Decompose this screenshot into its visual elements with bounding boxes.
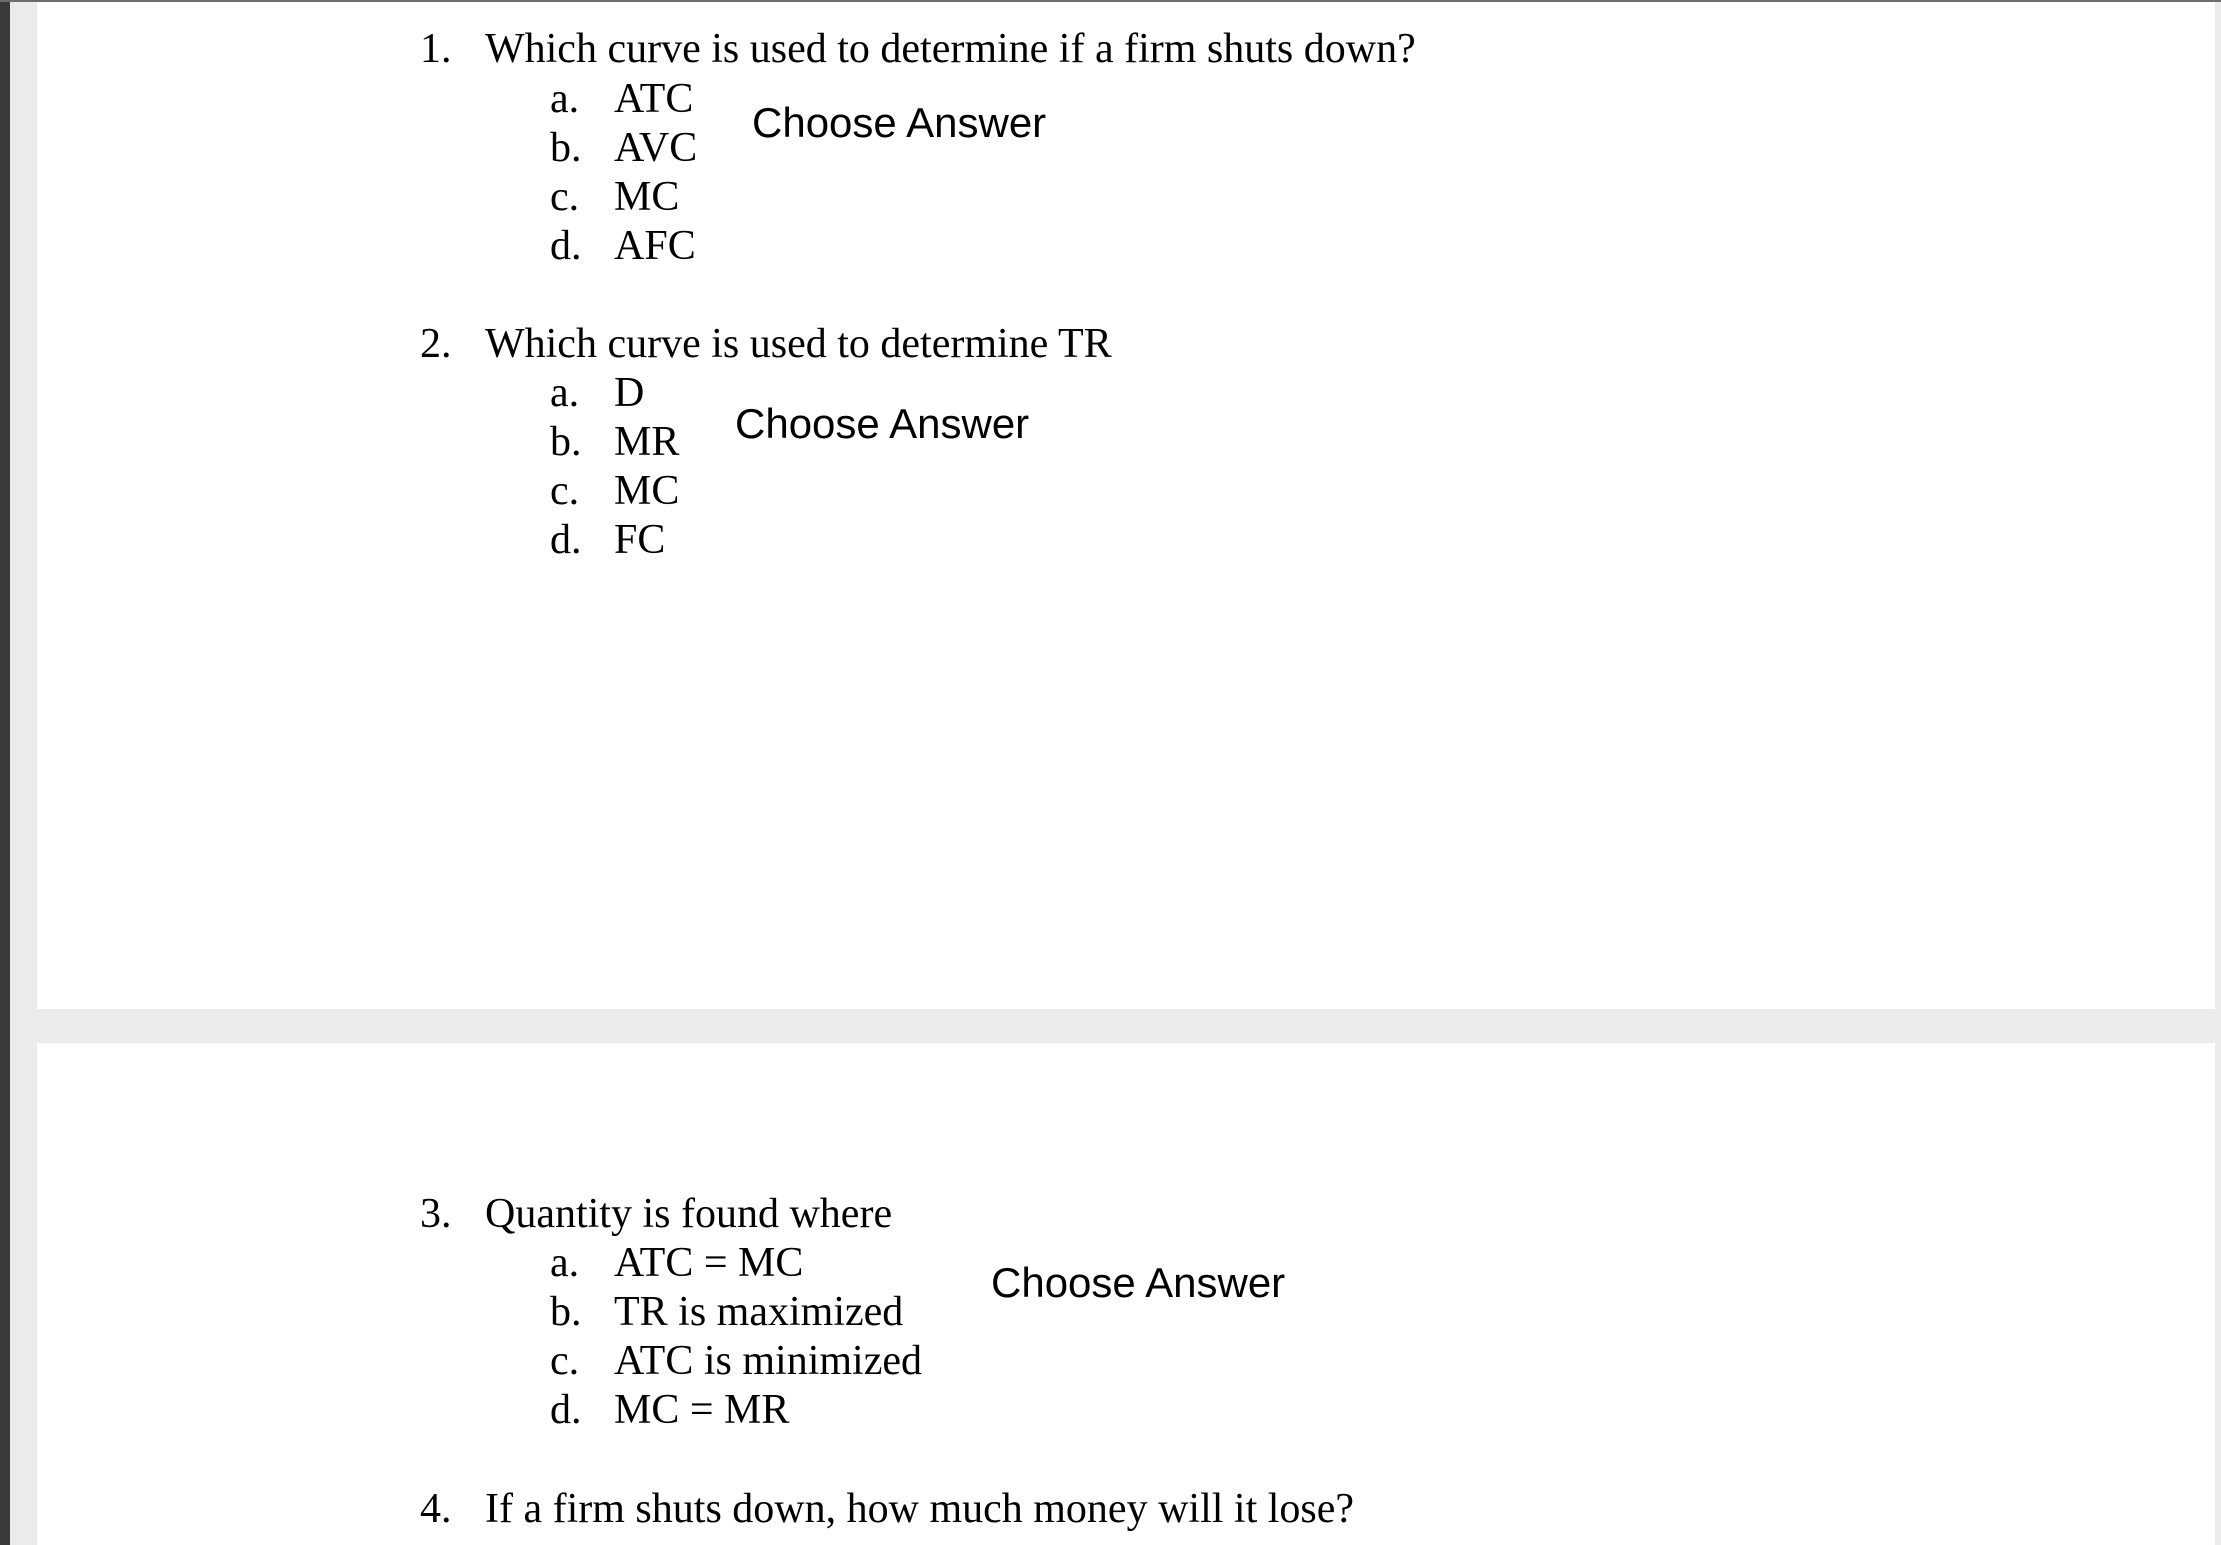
viewer-left-border — [0, 0, 10, 1545]
option-letter: b. — [550, 125, 582, 171]
option-letter: c. — [550, 1338, 580, 1384]
question-text: Quantity is found where — [485, 1191, 893, 1237]
option-letter: d. — [550, 223, 582, 269]
option-letter: a. — [550, 370, 580, 416]
choose-answer-dropdown-1[interactable]: Choose Answer — [752, 99, 1047, 146]
option-text: ATC is minimized — [614, 1338, 922, 1384]
option-text: D — [614, 370, 645, 416]
document-page-2 — [37, 1043, 2215, 1545]
option-text: FC — [614, 517, 666, 563]
option-text: AVC — [614, 125, 698, 171]
option-letter: a. — [550, 1240, 580, 1286]
option-text: MC = MR — [614, 1387, 790, 1433]
question-number: 2. — [420, 321, 452, 367]
option-letter: b. — [550, 1289, 582, 1335]
option-text: MC — [614, 174, 680, 220]
choose-answer-dropdown-2[interactable]: Choose Answer — [735, 400, 1030, 447]
question-text: Which curve is used to determine if a firm shuts down? — [485, 26, 1416, 72]
option-letter: c. — [550, 174, 580, 220]
question-text: Which curve is used to determine TR — [485, 321, 1112, 367]
option-letter: d. — [550, 1387, 582, 1433]
option-text: ATC — [614, 76, 694, 122]
option-letter: a. — [550, 76, 580, 122]
option-text: TR is maximized — [614, 1289, 904, 1335]
option-letter: c. — [550, 468, 580, 514]
question-number: 4. — [420, 1486, 452, 1532]
option-letter: d. — [550, 517, 582, 563]
option-text: AFC — [614, 223, 696, 269]
option-text: MR — [614, 419, 680, 465]
question-text: If a firm shuts down, how much money will it lose? — [485, 1486, 1355, 1532]
question-number: 1. — [420, 26, 452, 72]
document-page-1 — [37, 2, 2215, 1009]
option-text: ATC = MC — [614, 1240, 804, 1286]
choose-answer-dropdown-3[interactable]: Choose Answer — [991, 1259, 1286, 1306]
question-number: 3. — [420, 1191, 452, 1237]
option-text: MC — [614, 468, 680, 514]
option-letter: b. — [550, 419, 582, 465]
